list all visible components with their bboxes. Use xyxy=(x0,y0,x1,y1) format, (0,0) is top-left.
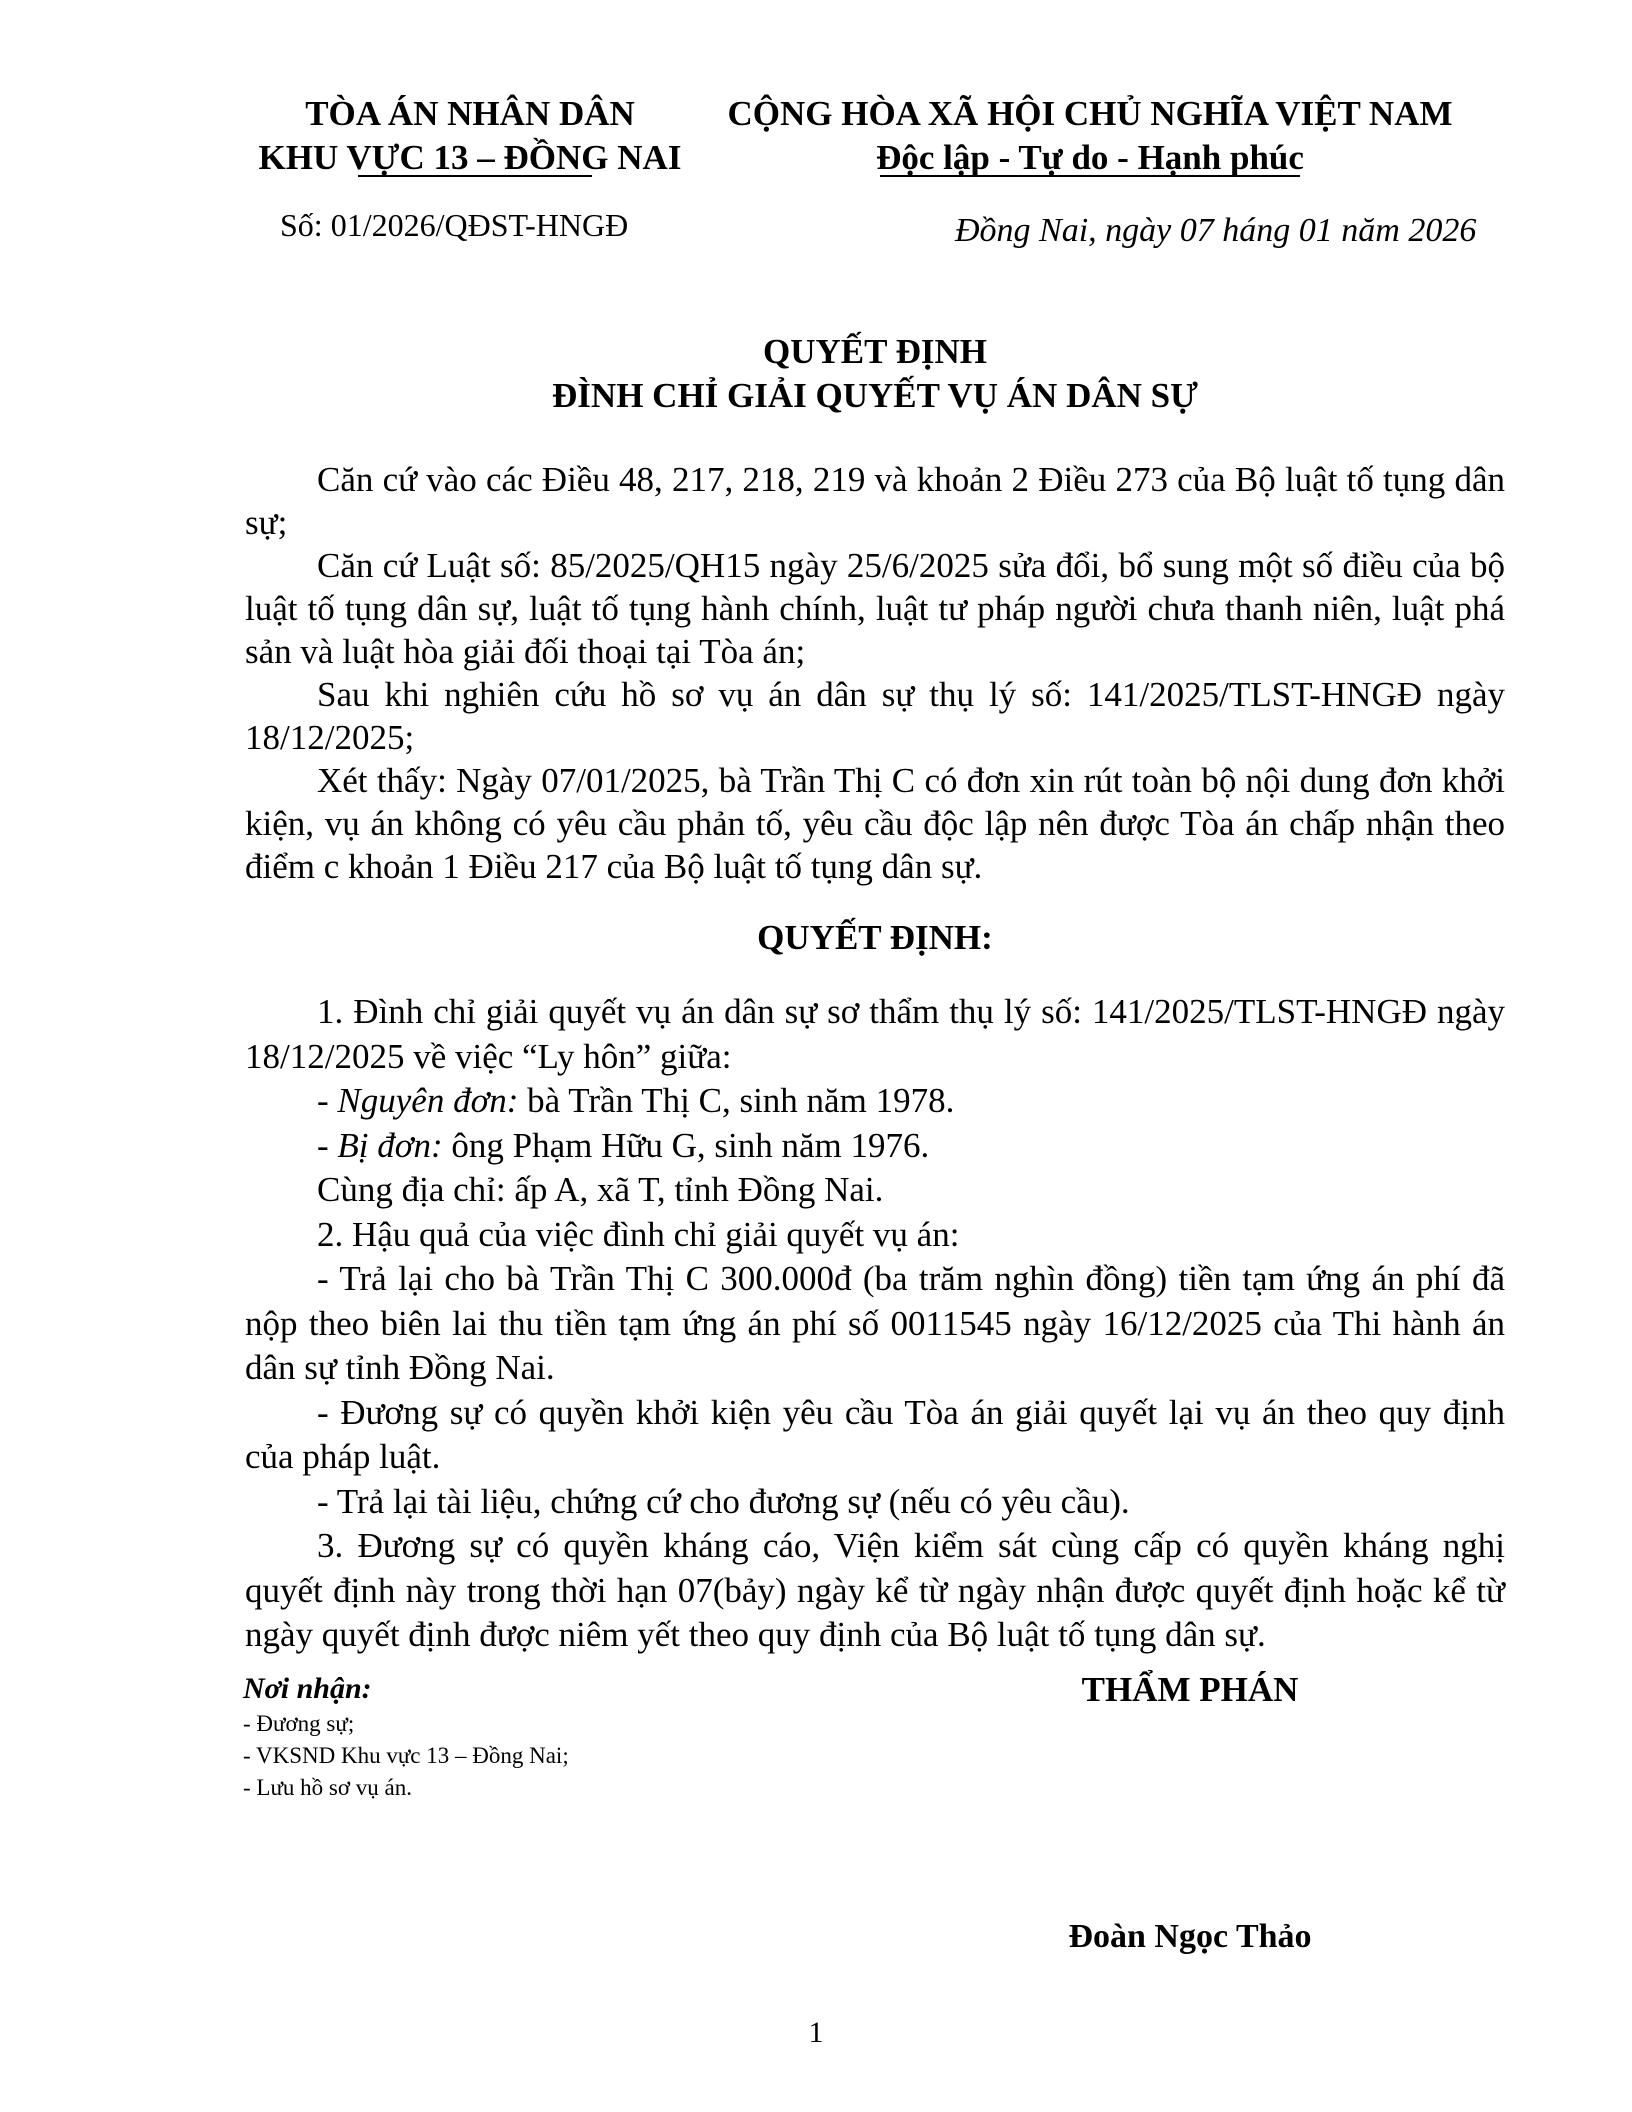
preamble-findings: Xét thấy: Ngày 07/01/2025, bà Trần Thị C có đơn xin rút toàn bộ nội dung đơn khởi kiện, vụ án không có yêu cầu phản tố, yêu cầu độc lập nên được Tòa án chấp nhận theo điểm c khoản 1 Điều 217 của Bộ luật tố tụng dân sự. xyxy=(245,761,1505,886)
country-motto: Độc lập - Tự do - Hạnh phúc xyxy=(876,138,1304,177)
preamble-case-review: Sau khi nghiên cứu hồ sơ vụ án dân sự thụ lý số: 141/2025/TLST-HNGĐ ngày 18/12/2025; xyxy=(245,675,1505,757)
recipients-heading: Nơi nhận: xyxy=(243,1672,372,1705)
court-name: TÒA ÁN NHÂN DÂN xyxy=(305,94,635,133)
plaintiff-value: bà Trần Thị C, sinh năm 1978. xyxy=(518,1081,955,1120)
recipient-item: - Lưu hồ sơ vụ án. xyxy=(243,1775,412,1800)
title-line1: QUYẾT ĐỊNH xyxy=(763,332,987,371)
signature-title: THẨM PHÁN xyxy=(1081,1670,1299,1709)
document-title xyxy=(245,330,1505,418)
address-line: Cùng địa chỉ: ấp A, xã T, tỉnh Đồng Nai. xyxy=(317,1170,884,1209)
page-number: 1 xyxy=(808,2016,824,2049)
decision-body xyxy=(245,990,1505,1658)
decision-item-2b: - Đương sự có quyền khởi kiện yêu cầu Tòa án giải quyết lại vụ án theo quy định của pháp luật. xyxy=(245,1392,1505,1476)
doc-number: Số: 01/2026/QĐST-HNGĐ xyxy=(280,207,629,243)
court-region: KHU VỰC 13 – ĐỒNG NAI xyxy=(258,138,682,177)
court-header xyxy=(230,92,710,180)
motto-underline xyxy=(880,175,1300,177)
defendant-value: ông Phạm Hữu G, sinh năm 1976. xyxy=(442,1125,930,1165)
decision-item-2c: - Trả lại tài liệu, chứng cứ cho đương sự (nếu có yêu cầu). xyxy=(317,1481,1130,1521)
court-underline xyxy=(358,175,592,177)
preamble-legal-basis-1: Căn cứ vào các Điều 48, 217, 218, 219 và khoản 2 Điều 273 của Bộ luật tố tụng dân sự; xyxy=(245,460,1505,542)
country-header xyxy=(720,92,1460,180)
plaintiff-label: Nguyên đơn: xyxy=(337,1081,519,1120)
decision-item-1: 1. Đình chỉ giải quyết vụ án dân sự sơ thẩm thụ lý số: 141/2025/TLST-HNGĐ ngày 18/12/2025 về việc “Ly hôn” giữa: xyxy=(245,992,1505,1076)
preamble-legal-basis-2: Căn cứ Luật số: 85/2025/QH15 ngày 25/6/2025 sửa đổi, bổ sung một số điều của bộ luật tố tụng dân sự, luật tố tụng hành chính, luật tư pháp người chưa thanh niên, luật phá sản và luật hòa giải đối thoại tại Tòa án; xyxy=(245,546,1505,671)
recipient-item: - Đương sự; xyxy=(243,1711,355,1736)
title-line2: ĐÌNH CHỈ GIẢI QUYẾT VỤ ÁN DÂN SỰ xyxy=(552,376,1198,415)
place-date: Đồng Nai, ngày 07 háng 01 năm 2026 xyxy=(955,212,1477,249)
decision-item-2a: - Trả lại cho bà Trần Thị C 300.000đ (ba trăm nghìn đồng) tiền tạm ứng án phí đã nộp theo biên lai thu tiền tạm ứng án phí số 0011545 ngày 16/12/2025 của Thi hành án dân sự tỉnh Đồng Nai. xyxy=(245,1259,1505,1387)
decision-item-3: 3. Đương sự có quyền kháng cáo, Viện kiểm sát cùng cấp có quyền kháng nghị quyết định này trong thời hạn 07(bảy) ngày kể từ ngày nhận được quyết định hoặc kể từ ngày quyết định được niêm yết theo quy định của Bộ luật tố tụng dân sự. xyxy=(245,1526,1505,1654)
decision-heading: QUYẾT ĐỊNH: xyxy=(757,918,993,957)
decision-item-2: 2. Hậu quả của việc đình chỉ giải quyết vụ án: xyxy=(317,1214,960,1254)
recipients-block xyxy=(243,1670,569,1804)
signer-name: Đoàn Ngọc Thảo xyxy=(1068,1918,1312,1955)
country-name: CỘNG HÒA XÃ HỘI CHỦ NGHĨA VIỆT NAM xyxy=(727,94,1453,133)
defendant-line: - Bị đơn: ông Phạm Hữu G, sinh năm 1976. xyxy=(317,1125,930,1165)
defendant-label: Bị đơn: xyxy=(337,1125,443,1165)
recipient-item: - VKSND Khu vực 13 – Đồng Nai; xyxy=(243,1743,569,1768)
plaintiff-line: - Nguyên đơn: bà Trần Thị C, sinh năm 1978. xyxy=(317,1081,955,1120)
preamble xyxy=(245,458,1505,888)
